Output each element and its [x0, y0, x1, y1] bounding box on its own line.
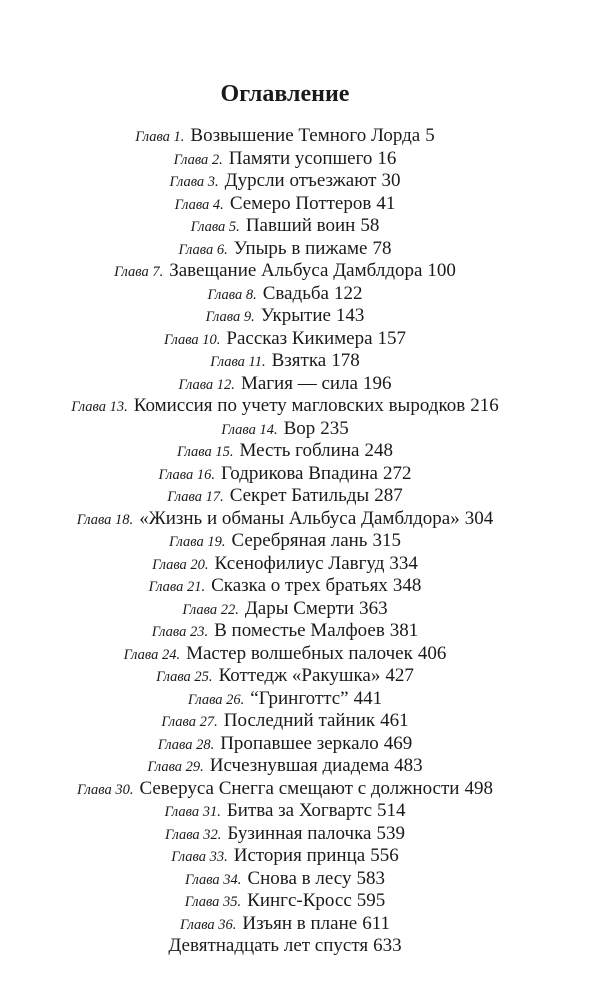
chapter-page-number: 248	[364, 440, 393, 461]
chapter-label: Глава 13.	[71, 399, 128, 415]
chapter-label: Глава 10.	[163, 331, 221, 348]
chapter-label: Глава 17.	[167, 489, 224, 505]
chapter-label: Глава 33.	[171, 849, 228, 865]
chapter-label: Глава 15.	[177, 444, 234, 460]
chapter-page-number: 16	[377, 147, 397, 169]
chapter-title: Ксенофилиус Лавгуд	[214, 552, 385, 574]
toc-entry	[0, 485, 570, 508]
chapter-label: Глава 26.	[187, 691, 245, 708]
chapter-page-number: 78	[372, 237, 392, 259]
chapter-page-number: 122	[333, 282, 363, 304]
toc-entry	[0, 800, 570, 823]
chapter-title: Свадьба	[262, 282, 329, 304]
toc-entry	[0, 350, 570, 373]
chapter-page-number: 469	[383, 732, 413, 754]
chapter-page-number: 483	[394, 755, 423, 776]
toc-entry	[0, 463, 570, 486]
toc-entry	[0, 620, 570, 643]
chapter-title: Вор	[283, 417, 316, 439]
chapter-label: Глава 7.	[114, 264, 164, 280]
chapter-title: Укрытие	[260, 305, 331, 326]
chapter-page-number: 441	[353, 687, 383, 709]
chapter-title: История принца	[233, 845, 366, 866]
chapter-page-number: 363	[359, 597, 388, 619]
chapter-label: Глава 12.	[178, 376, 235, 393]
chapter-label: Глава 2.	[173, 151, 223, 168]
toc-entry	[0, 170, 570, 193]
toc-entry	[0, 890, 570, 913]
toc-entry	[0, 733, 570, 756]
toc-list	[0, 125, 570, 958]
chapter-label: Глава 19.	[169, 534, 226, 550]
chapter-title: Дары Смерти	[244, 597, 355, 619]
chapter-page-number: 178	[331, 350, 360, 371]
chapter-page-number: 595	[356, 890, 386, 911]
toc-entry	[0, 778, 570, 801]
chapter-title: Битва за Хогвартс	[226, 800, 373, 821]
chapter-title: Завещание Альбуса Дамблдора	[169, 260, 423, 281]
toc-entry	[0, 215, 570, 238]
chapter-label: Глава 31.	[164, 804, 221, 820]
chapter-label: Глава 23.	[151, 624, 209, 640]
chapter-title: Девятнадцать лет спустя	[168, 935, 369, 956]
chapter-page-number: 611	[362, 912, 390, 934]
chapter-label: Глава 5.	[190, 219, 240, 235]
chapter-title: Магия — сила	[240, 372, 358, 394]
chapter-page-number: 514	[377, 800, 406, 821]
chapter-page-number: 216	[470, 395, 499, 416]
chapter-page-number: 196	[362, 372, 392, 394]
toc-entry	[0, 598, 570, 621]
chapter-page-number: 58	[360, 215, 380, 236]
chapter-title: Северуса Снегга смещают с должности	[139, 777, 460, 799]
chapter-title: Исчезнувшая диадема	[209, 755, 390, 776]
chapter-label: Глава 25.	[156, 669, 213, 685]
toc-entry	[0, 688, 570, 711]
toc-entry	[0, 643, 570, 666]
toc-entry	[0, 935, 570, 958]
toc-entry	[0, 530, 570, 553]
chapter-page-number: 427	[385, 665, 414, 686]
toc-entry	[0, 148, 570, 171]
toc-entry	[0, 710, 570, 733]
chapter-label: Глава 18.	[76, 511, 134, 528]
toc-entry	[0, 260, 570, 283]
chapter-title: Павший воин	[245, 215, 356, 236]
toc-entry	[0, 665, 570, 688]
chapter-title: Семеро Поттеров	[229, 192, 372, 214]
chapter-title: Рассказ Кикимера	[226, 327, 373, 349]
chapter-page-number: 583	[356, 867, 385, 889]
toc-entry	[0, 238, 570, 261]
chapter-label: Глава 14.	[221, 421, 278, 438]
chapter-page-number: 315	[372, 530, 401, 551]
toc-entry	[0, 575, 570, 598]
chapter-page-number: 30	[381, 170, 401, 191]
chapter-page-number: 157	[377, 327, 407, 349]
chapter-title: Упырь в пижаме	[233, 237, 368, 259]
chapter-page-number: 556	[370, 845, 399, 866]
chapter-page-number: 498	[464, 777, 493, 799]
chapter-label: Глава 1.	[135, 129, 185, 145]
toc-entry	[0, 508, 570, 531]
toc-entry	[0, 328, 570, 351]
toc-entry	[0, 913, 570, 936]
toc-entry	[0, 305, 570, 328]
toc-entry	[0, 373, 570, 396]
chapter-page-number: 41	[376, 192, 396, 214]
chapter-title: Секрет Батильды	[229, 485, 370, 506]
chapter-label: Глава 11.	[210, 354, 266, 370]
chapter-page-number: 304	[464, 507, 494, 529]
chapter-page-number: 348	[392, 575, 422, 596]
toc-entry	[0, 395, 570, 418]
chapter-label: Глава 6.	[178, 241, 228, 258]
chapter-title: В поместье Малфоев	[214, 620, 385, 641]
chapter-label: Глава 3.	[169, 174, 219, 190]
chapter-label: Глава 32.	[165, 826, 222, 843]
toc-entry	[0, 553, 570, 576]
chapter-title: Кингс-Кросс	[247, 890, 352, 911]
toc-entry	[0, 440, 570, 463]
chapter-label: Глава 28.	[157, 736, 215, 753]
chapter-title: Пропавшее зеркало	[220, 732, 379, 754]
chapter-title: Дурсли отъезжают	[224, 170, 377, 191]
chapter-label: Глава 20.	[152, 556, 209, 573]
chapter-page-number: 334	[389, 552, 418, 574]
chapter-label: Глава 30.	[77, 781, 134, 798]
chapter-page-number: 406	[417, 642, 447, 664]
chapter-label: Глава 4.	[174, 196, 224, 213]
toc-entry	[0, 845, 570, 868]
chapter-title: Комиссия по учету магловских выродков	[133, 395, 466, 416]
chapter-title: «Жизнь и обманы Альбуса Дамблдора»	[139, 507, 460, 529]
chapter-title: Серебряная лань	[231, 530, 368, 551]
chapter-page-number: 5	[425, 125, 435, 146]
toc-entry	[0, 755, 570, 778]
chapter-title: Взятка	[271, 350, 327, 371]
chapter-label: Глава 35.	[184, 894, 242, 910]
chapter-label: Глава 34.	[185, 871, 242, 888]
chapter-title: Снова в лесу	[247, 867, 352, 889]
chapter-title: Последний тайник	[223, 710, 376, 731]
toc-entry	[0, 868, 570, 891]
chapter-label: Глава 29.	[147, 759, 204, 775]
chapter-label: Глава 21.	[148, 579, 206, 595]
chapter-page-number: 235	[320, 417, 349, 439]
chapter-title: Месть гоблина	[239, 440, 360, 461]
chapter-page-number: 633	[373, 935, 402, 956]
toc-entry	[0, 125, 570, 148]
chapter-label: Глава 22.	[182, 601, 239, 618]
chapter-title: Мастер волшебных палочек	[186, 642, 413, 664]
chapter-label: Глава 24.	[123, 646, 181, 663]
chapter-title: “Гринготтс”	[250, 687, 349, 709]
chapter-page-number: 461	[380, 710, 409, 731]
chapter-title: Коттедж «Ракушка»	[218, 665, 381, 686]
chapter-label: Глава 16.	[158, 466, 215, 483]
chapter-page-number: 381	[389, 620, 419, 641]
chapter-title: Памяти усопшего	[228, 147, 373, 169]
chapter-title: Годрикова Впадина	[220, 462, 378, 484]
toc-entry	[0, 193, 570, 216]
chapter-label: Глава 36.	[179, 916, 237, 933]
chapter-title: Сказка о трех братьях	[211, 575, 388, 596]
chapter-label: Глава 9.	[205, 309, 255, 325]
chapter-title: Бузинная палочка	[227, 822, 372, 844]
toc-entry	[0, 823, 570, 846]
chapter-page-number: 287	[374, 485, 403, 506]
toc-heading: Оглавление	[220, 81, 350, 107]
chapter-page-number: 272	[382, 462, 412, 484]
chapter-title: Изъян в плане	[242, 912, 358, 934]
toc-entry	[0, 418, 570, 441]
chapter-page-number: 100	[427, 260, 456, 281]
chapter-label: Глава 27.	[161, 714, 218, 730]
chapter-label: Глава 8.	[207, 286, 257, 303]
chapter-title: Возвышение Темного Лорда	[190, 125, 421, 146]
chapter-page-number: 143	[335, 305, 365, 326]
toc-entry	[0, 283, 570, 306]
chapter-page-number: 539	[376, 822, 405, 844]
